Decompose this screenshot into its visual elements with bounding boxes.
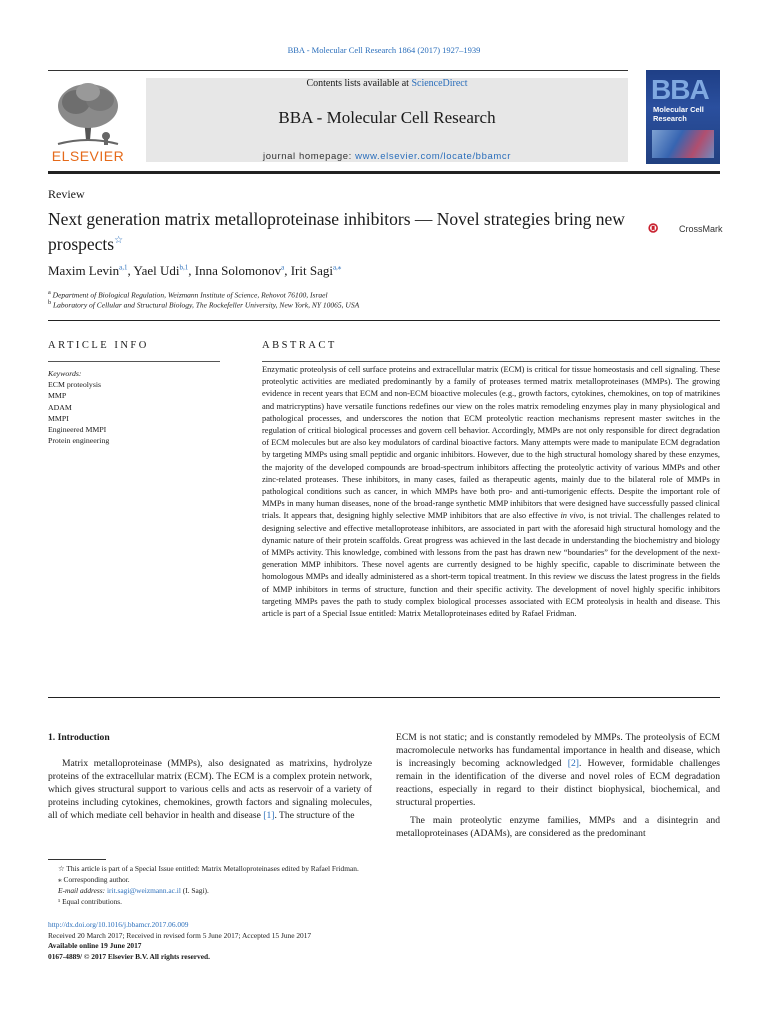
section-rule bbox=[48, 320, 720, 321]
author-sup[interactable]: a,⁎ bbox=[332, 263, 342, 272]
author-name[interactable]: Inna Solomonov bbox=[194, 263, 282, 278]
journal-homepage: journal homepage: www.elsevier.com/locate/bbamcr bbox=[263, 151, 511, 162]
crossmark-icon[interactable] bbox=[648, 214, 676, 242]
cover-title: BBA bbox=[651, 74, 709, 105]
body-paragraph: ECM is not static; and is constantly remodeled by MMPs. The proteolysis of ECM macromolecule networks has fundamental importance in health and disease, which is increasingly becoming acknowledged [2]. However, formidable challenges remain in the identification of the diverse and novel roles of ECM degradation reactions, especially in regard to their distinct biophysical, biochemical, and structural properties. bbox=[396, 732, 720, 809]
body-rule bbox=[48, 697, 720, 698]
available-online: Available online 19 June 2017 bbox=[48, 941, 142, 950]
header-bottom-rule bbox=[48, 171, 720, 174]
body-right-column bbox=[396, 731, 720, 840]
footnotes bbox=[48, 863, 448, 907]
footnote-rule bbox=[48, 859, 106, 860]
reference-link[interactable]: [1] bbox=[263, 810, 275, 822]
journal-cover[interactable] bbox=[646, 70, 720, 164]
author-name[interactable]: Maxim Levin bbox=[48, 263, 120, 278]
article-info-heading: ARTICLE INFO bbox=[48, 340, 149, 351]
elsevier-wordmark: ELSEVIER bbox=[51, 148, 125, 164]
keyword: MMPI bbox=[48, 413, 69, 423]
journal-name: BBA - Molecular Cell Research bbox=[278, 108, 496, 127]
article-title: Next generation matrix metalloproteinase inhibitors — Novel strategies bring new prospects☆ bbox=[48, 209, 625, 254]
cover-image bbox=[652, 130, 714, 158]
affiliation-a: $^a$ Department of Biological Regulation, Weizmann Institute of Science, Rehovot 76100, Israel bbox=[48, 289, 328, 300]
keyword: Engineered MMPI bbox=[48, 425, 107, 435]
contents-line: Contents lists available at ScienceDirect bbox=[306, 78, 468, 89]
footnote-email: E-mail address: irit.sagi@weizmann.ac.il (I. Sagi). bbox=[58, 886, 209, 895]
author-name[interactable]: Irit Sagi bbox=[290, 263, 333, 278]
keywords-label: Keywords: bbox=[48, 369, 82, 378]
abstract-heading: ABSTRACT bbox=[262, 340, 337, 351]
article-info-rule bbox=[48, 361, 220, 362]
cover-subtitle: Molecular Cell Research bbox=[653, 105, 704, 123]
article-meta bbox=[48, 920, 448, 962]
header-top-rule bbox=[48, 70, 628, 71]
introduction-heading: 1. Introduction bbox=[48, 732, 110, 743]
reference-link[interactable]: [2] bbox=[567, 758, 579, 770]
received-dates: Received 20 March 2017; Received in revised form 5 June 2017; Accepted 15 June 2017 bbox=[48, 930, 312, 940]
sciencedirect-link[interactable]: ScienceDirect bbox=[411, 78, 468, 89]
email-link[interactable]: irit.sagi@weizmann.ac.il bbox=[107, 886, 181, 895]
keyword: ADAM bbox=[48, 402, 72, 412]
abstract-rule bbox=[262, 361, 720, 362]
doi-link[interactable]: http://dx.doi.org/10.1016/j.bbamcr.2017.06.009 bbox=[48, 920, 189, 929]
keyword: Protein engineering bbox=[48, 436, 110, 446]
author-list: Maxim Levin$^{a,1}$, Yael Udi$^{b,1}$, Inna Solomonov$^a$, Irit Sagi$^{a,⁎}$ bbox=[48, 263, 342, 278]
keyword: ECM proteolysis bbox=[48, 380, 102, 390]
footnote-corresponding: ⁎ Corresponding author. bbox=[58, 875, 130, 884]
abstract-text: Enzymatic proteolysis of cell surface proteins and extracellular matrix (ECM) is critical for tissue homeostasis and cell signaling. These proteolytic activities are mediated predominantly by a family of proteases termed matrix metalloproteinases (MMPs). The growing evidence in recent years that ECM and non-ECM bioactive molecules (e.g., growth factors, cytokines, chemokines, on top of matrikines and matricryptins) have versatile functions redefines our view on the roles matrix remodeling enzymes play in many physiological and pathological processes, and underscores the notion that ECM proteolytic reaction mechanisms represent master switches in the regulation of critical biological processes and govern cell behavior. Accordingly, MMPs are not only responsible for direct degradation of ECM molecules but are also key modulators of cardinal bioactive factors. Many attempts were made to manipulate ECM degradation by targeting MMPs using small peptidic and organic inhibitors. However, due to the high structural homology shared by these enzymes, the majority of the developed compounds are broad-spectrum inhibitors affecting the proteolytic activity of various MMPs and other zinc-related proteases. These inhibitors, in many cases, failed as therapeutic agents, mainly due to the bilateral role of MMPs in pathological conditions such as cancer, in which MMPs have both pro- and anti-tumorigenic effects. Despite the important role of MMPs in many human diseases, none of the broad-range synthetic MMP inhibitors that were designed have successfully passed clinical trials. It appears that, designing highly selective MMP inhibitors that are also effective in vivo, is not trivial. The challenges related to designing selective and effective metalloprotease inhibitors, are associated in part with the aforesaid high structural homology and the dynamic nature of their protein scaffolds. Great progress was achieved in the last decade in understanding the biochemistry and biology of MMPs activity. This knowledge, combined with lessons from the past has drawn new “boundaries” for the development of the next-generation MMP inhibitors. These novel agents are currently designed to be highly specific, capable to discriminate between the homologous MMPs and ideally administered as a short-term topical treatment. In this review we discuss the latest progress in the fields of MMP inhibitors in terms of structure, function and their specific activity. The development of novel highly specific inhibitors targeting MMPs paves the path to study complex biological processes associated with ECM proteolysis in health and disease. This article is part of a Special Issue entitled: Matrix Metalloproteinases edited by Rafael Fridman. bbox=[262, 365, 720, 619]
author-sup[interactable]: a bbox=[281, 263, 285, 272]
author-name[interactable]: Yael Udi bbox=[133, 263, 180, 278]
copyright: 0167-4889/ © 2017 Elsevier B.V. All rights reserved. bbox=[48, 951, 210, 961]
keywords-list bbox=[48, 368, 220, 446]
footnote-equal: ¹ Equal contributions. bbox=[58, 897, 123, 906]
article-type: Review bbox=[48, 187, 85, 201]
author-sup[interactable]: a,1 bbox=[119, 263, 128, 272]
title-footnote-mark[interactable]: ☆ bbox=[114, 235, 124, 246]
journal-citation[interactable]: BBA - Molecular Cell Research 1864 (2017) 1927–1939 bbox=[287, 45, 481, 55]
affiliation-b: $^b$ Laboratory of Cellular and Structural Biology, The Rockefeller University, New York, NY 10065, USA bbox=[48, 299, 360, 310]
homepage-link[interactable]: www.elsevier.com/locate/bbamcr bbox=[355, 151, 511, 162]
body-left-column bbox=[48, 731, 372, 823]
crossmark-label[interactable]: CrossMark bbox=[679, 224, 723, 234]
body-paragraph: Matrix metalloproteinase (MMPs), also designated as matrixins, hydrolyze proteins of the extracellular matrix (ECM). The ECM is a complex protein network, which gives structural support to various cells and acts as reservoir of a variety of proteins including cytokines, chemokines, growth factors and signaling molecules, all of which mediate cell behavior in health and disease [1]. The structure of the bbox=[48, 758, 372, 822]
author-sup[interactable]: b,1 bbox=[179, 263, 189, 272]
body-paragraph: The main proteolytic enzyme families, MMPs and a disintegrin and metalloproteinases (ADAMs), are considered as the predominant bbox=[396, 814, 720, 839]
keyword: MMP bbox=[48, 391, 67, 401]
footnote-star: ☆ This article is part of a Special Issue entitled: Matrix Metalloproteinases edited by Rafael Fridman. bbox=[58, 864, 359, 873]
